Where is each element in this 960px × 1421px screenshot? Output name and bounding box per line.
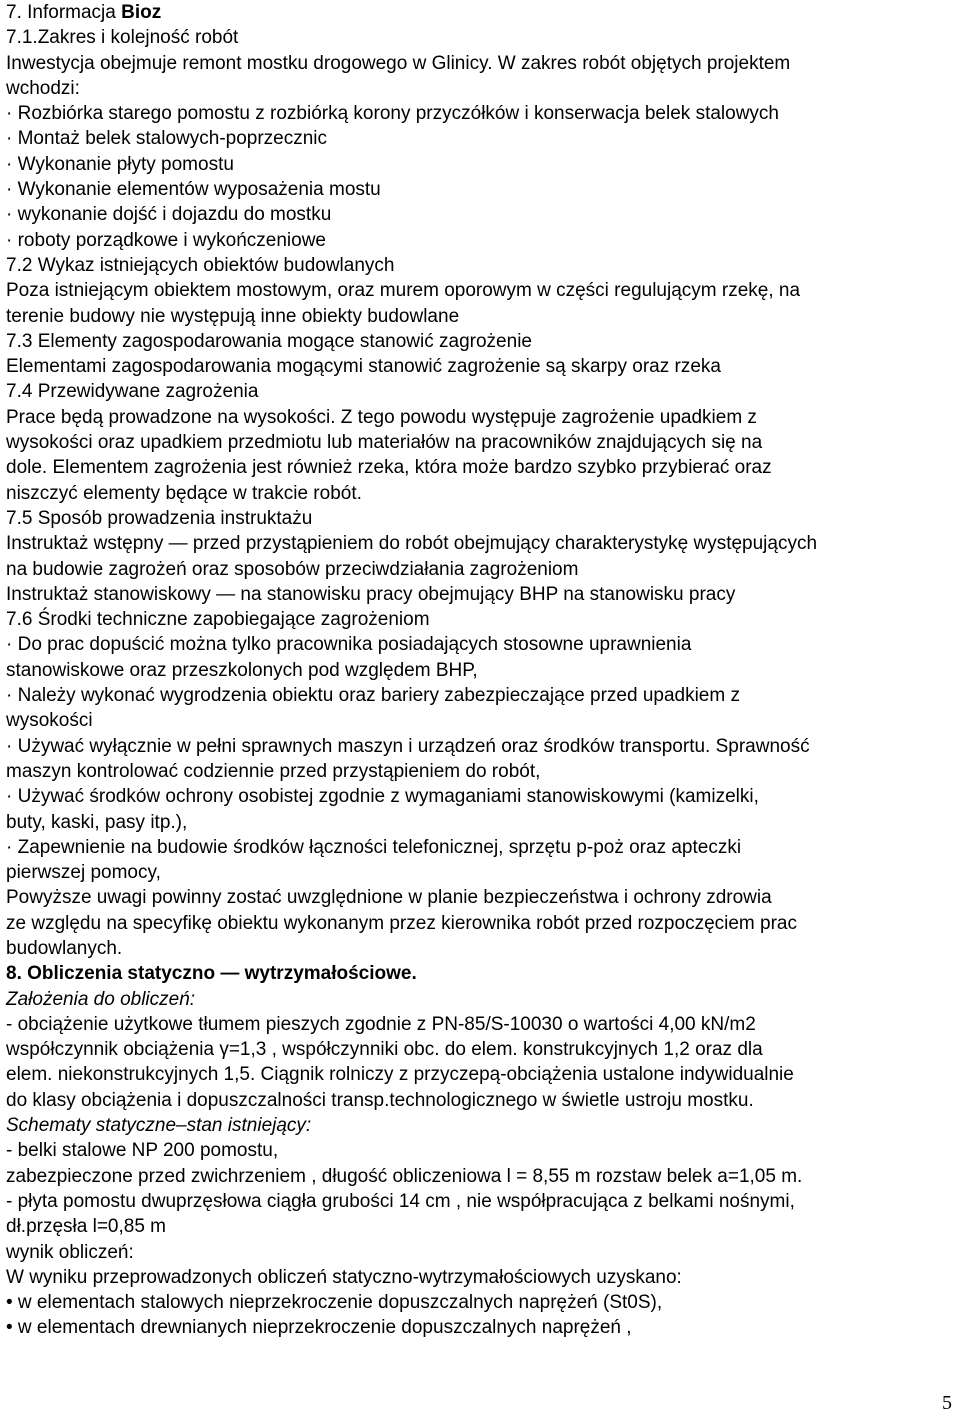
section-7-5-heading: 7.5 Sposób prowadzenia instruktażu (6, 507, 313, 529)
paragraph-line: Elementami zagospodarowania mogącymi stanowić zagrożenie są skarpy oraz rzeka (6, 356, 721, 378)
paragraph-line: dł.przęsła l=0,85 m (6, 1216, 166, 1238)
paragraph-line: · Używać środków ochrony osobistej zgodnie z wymaganiami stanowiskowymi (kamizelki, (6, 786, 759, 808)
paragraph-line: W wyniku przeprowadzonych obliczeń statyczno-wytrzymałościowych uzyskano: (6, 1266, 682, 1288)
scope-item: · Montaż belek stalowych-poprzecznic (6, 128, 328, 150)
page-number: 5 (942, 1392, 952, 1414)
section-7-heading (6, 0, 940, 25)
section-7-4-heading: 7.4 Przewidywane zagrożenia (6, 381, 259, 403)
section-7-3-heading: 7.3 Elementy zagospodarowania mogące stanowić zagrożenie (6, 330, 532, 352)
paragraph-line: · Zapewnienie na budowie środków łączności telefonicznej, sprzętu p-poż oraz apteczki (6, 836, 742, 858)
paragraph-line: elem. niekonstrukcyjnych 1,5. Ciągnik rolniczy z przyczepą-obciążenia ustalone indywidualnie (6, 1064, 794, 1086)
result-label: wynik obliczeń: (6, 1241, 134, 1263)
assumptions-label: Założenia do obliczeń: (6, 988, 196, 1010)
paragraph-line: do klasy obciążenia i dopuszczalności transp.technologicznego w świetle ustroju mostku. (6, 1089, 754, 1111)
paragraph-line: pierwszej pomocy, (6, 862, 161, 884)
section-7-1-heading: 7.1.Zakres i kolejność robót (6, 27, 239, 49)
paragraph-line: stanowiskowe oraz przeszkolonych pod względem BHP, (6, 659, 478, 681)
intro-line-2: wchodzi: (6, 77, 80, 99)
paragraph-line: niszczyć elementy będące w trakcie robót. (6, 482, 362, 504)
paragraph-line: · Należy wykonać wygrodzenia obiektu oraz bariery zabezpieczające przed upadkiem z (6, 685, 740, 707)
paragraph-line: budowlanych. (6, 937, 123, 959)
section-7-2-heading: 7.2 Wykaz istniejących obiektów budowlanych (6, 254, 395, 276)
paragraph-line: Poza istniejącym obiektem mostowym, oraz murem oporowym w części regulującym rzekę, na (6, 280, 801, 302)
scope-item: · Wykonanie elementów wyposażenia mostu (6, 179, 381, 201)
paragraph-line: · Używać wyłącznie w pełni sprawnych maszyn i urządzeń oraz środków transportu. Sprawność (6, 735, 810, 757)
scope-item: · Rozbiórka starego pomostu z rozbiórką korony przyczółków i konserwacja belek stalowych (6, 103, 779, 125)
scope-item: · roboty porządkowe i wykończeniowe (6, 229, 326, 251)
paragraph-line: maszyn kontrolować codziennie przed przystąpieniem do robót, (6, 760, 541, 782)
schemes-label: Schematy statyczne–stan istniejący: (6, 1115, 312, 1137)
paragraph-line: • w elementach drewnianych nieprzekroczenie dopuszczalnych naprężeń , (6, 1317, 632, 1339)
scope-item: · Wykonanie płyty pomostu (6, 153, 234, 175)
paragraph-line: wysokości oraz upadkiem przedmiotu lub materiałów na pracowników znajdujących się na (6, 432, 763, 454)
section-7-6-heading: 7.6 Środki techniczne zapobiegające zagrożeniom (6, 609, 430, 631)
paragraph-line: Instruktaż stanowiskowy — na stanowisku pracy obejmujący BHP na stanowisku pracy (6, 583, 736, 605)
heading-text: 7. Informacja (6, 2, 122, 23)
scope-item: · wykonanie dojść i dojazdu do mostku (6, 204, 332, 226)
paragraph-line: - belki stalowe NP 200 pomostu, (6, 1140, 279, 1162)
paragraph-line: terenie budowy nie występują inne obiekty budowlane (6, 305, 460, 327)
paragraph-line: Prace będą prowadzone na wysokości. Z tego powodu występuje zagrożenie upadkiem z (6, 406, 757, 428)
paragraph-line: na budowie zagrożeń oraz sposobów przeciwdziałania zagrożeniom (6, 558, 579, 580)
paragraph-line: ze względu na specyfikę obiektu wykonanym przez kierownika robót przed rozpoczęciem prac (6, 912, 797, 934)
paragraph-line: buty, kaski, pasy itp.), (6, 811, 188, 833)
paragraph-line: wysokości (6, 710, 93, 732)
paragraph-line: • w elementach stalowych nieprzekroczenie dopuszczalnych naprężeń (St0S), (6, 1292, 663, 1314)
paragraph-line: - płyta pomostu dwuprzęsłowa ciągła grubości 14 cm , nie współpracująca z belkami nośnymi, (6, 1190, 795, 1212)
paragraph-line: dole. Elementem zagrożenia jest również rzeka, która może bardzo szybko przybierać oraz (6, 457, 772, 479)
heading-bold-text: Bioz (121, 2, 162, 23)
section-8-heading: 8. Obliczenia statyczno — wytrzymałościowe. (6, 963, 417, 985)
paragraph-line: Instruktaż wstępny — przed przystąpieniem do robót obejmujący charakterystykę występujących (6, 533, 818, 555)
paragraph-line: współczynnik obciążenia γ=1,3 , współczynniki obc. do elem. konstrukcyjnych 1,2 oraz dla (6, 1039, 763, 1061)
intro-line-1: Inwestycja obejmuje remont mostku drogowego w Glinicy. W zakres robót objętych projektem (6, 52, 791, 74)
paragraph-line: Powyższe uwagi powinny zostać uwzględnione w planie bezpieczeństwa i ochrony zdrowia (6, 887, 772, 909)
paragraph-line: zabezpieczone przed zwichrzeniem , długość obliczeniowa l = 8,55 m rozstaw belek a=1,05 m. (6, 1165, 803, 1187)
paragraph-line: · Do prac dopuścić można tylko pracownika posiadających stosowne uprawnienia (6, 634, 692, 656)
paragraph-line: - obciążenie użytkowe tłumem pieszych zgodnie z PN-85/S-10030 o wartości 4,00 kN/m2 (6, 1013, 756, 1035)
